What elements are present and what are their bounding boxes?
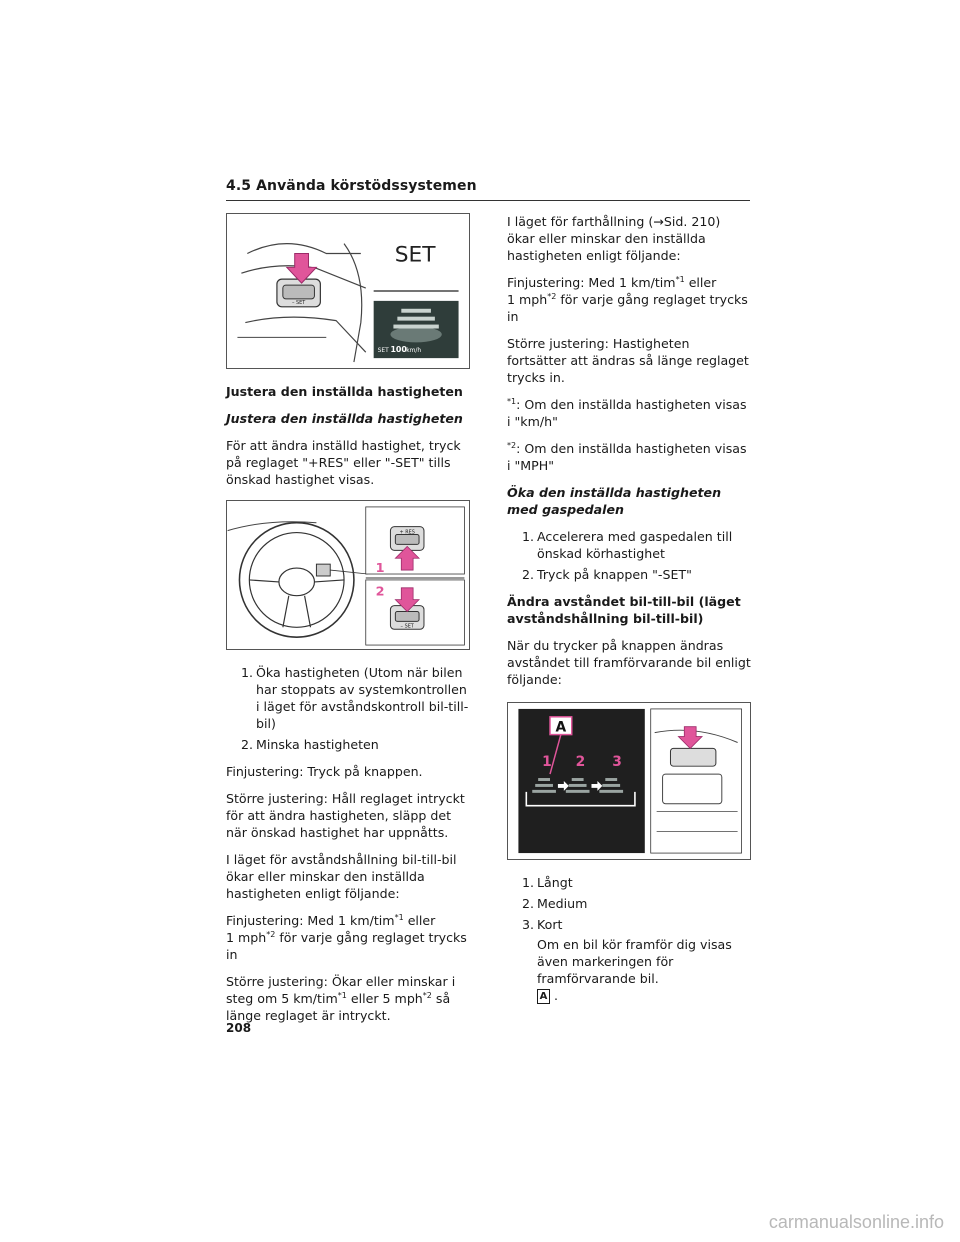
watermark: carmanualsonline.info bbox=[768, 1212, 944, 1232]
switch-set-label: – SET bbox=[292, 299, 306, 306]
left-column bbox=[226, 213, 470, 1034]
callout-2: 2 bbox=[375, 584, 385, 600]
fine-adjust-paragraph: Finjustering: Tryck på knappen. bbox=[226, 764, 423, 779]
list-item: 2. Minska hastigheten bbox=[240, 737, 379, 752]
figure-distance-display bbox=[507, 702, 751, 860]
res-label: + RES bbox=[399, 529, 415, 536]
page-header bbox=[226, 178, 750, 201]
list-item: 3. Kort Om en bil kör framför dig visas även markeringen för framförvarande bil. A . bbox=[507, 916, 751, 1004]
section-title: 4.5 Använda körstödssystemen bbox=[226, 178, 477, 194]
figure-steering-switches bbox=[226, 500, 470, 650]
distance-fine-paragraph: Finjustering: Med 1 km/tim$^{*1}$ eller 1 mph$^{*2}$ för varje gång reglaget trycks in bbox=[226, 912, 467, 962]
intro-paragraph: För att ändra inställd hastighet, tryck på reglaget "+RES" eller "-SET" tills önskad hastighet visas. bbox=[226, 438, 461, 487]
label-a: A bbox=[555, 719, 567, 736]
cruise-coarse-paragraph: Större justering: Hastigheten fortsätter att ändras så länge reglaget trycks in. bbox=[507, 336, 749, 385]
speed-value: 100 bbox=[390, 345, 407, 355]
callout-1: 1 bbox=[375, 561, 385, 577]
list-item: 2. Tryck på knappen "-SET" bbox=[521, 567, 692, 582]
speed-change-list bbox=[226, 664, 470, 753]
set-label: – SET bbox=[400, 623, 414, 630]
accelerator-list bbox=[507, 528, 751, 583]
header-rule bbox=[226, 200, 750, 201]
boxed-a-marker: A bbox=[537, 989, 550, 1004]
cruise-fine-paragraph: Finjustering: Med 1 km/tim$^{*1}$ eller 1 mph$^{*2}$ för varje gång reglaget trycks in bbox=[507, 274, 748, 324]
distance-callout-3: 3 bbox=[612, 754, 622, 771]
list-item: 1. Accelerera med gaspedalen till önskad körhastighet bbox=[521, 529, 733, 561]
set-switch-illustration bbox=[227, 214, 469, 368]
distance-mode-paragraph: I läget för avståndshållning bil-till-bil ökar eller minskar den inställda hastigheten enligt följande: bbox=[226, 852, 457, 901]
right-column bbox=[507, 213, 751, 1014]
distance-display-illustration bbox=[508, 703, 750, 859]
preceding-vehicle-note: Om en bil kör framför dig visas även markeringen för framförvarande bil. A . bbox=[537, 937, 732, 1003]
page-number: 208 bbox=[226, 1021, 252, 1035]
distance-callout-1: 1 bbox=[542, 754, 552, 771]
footnote-2: $^{*2}$: Om den inställda hastigheten visas i "MPH" bbox=[507, 440, 747, 473]
distance-paragraph: När du trycker på knappen ändras avståndet till framförvarande bil enligt följande: bbox=[507, 638, 751, 687]
cruise-mode-paragraph: I läget för farthållning (→Sid. 210) ökar eller minskar den inställda hastigheten enligt följande: bbox=[507, 214, 721, 263]
heading-distance: Ändra avståndet bil-till-bil (läget avståndshållning bil-till-bil) bbox=[507, 594, 741, 626]
coarse-adjust-paragraph: Större justering: Håll reglaget intryckt för att ändra hastigheten, släpp det när önskad hastighet har uppnåtts. bbox=[226, 791, 465, 840]
display-set-text: SET bbox=[394, 242, 436, 268]
speed-prefix: SET bbox=[377, 348, 389, 355]
distance-list bbox=[507, 874, 751, 1004]
list-item: 1. Långt bbox=[521, 875, 573, 890]
heading-accelerator: Öka den inställda hastigheten med gaspedalen bbox=[507, 485, 722, 517]
heading-adjust-speed: Justera den inställda hastigheten bbox=[226, 384, 463, 399]
speed-unit: km/h bbox=[406, 348, 422, 355]
subheading-adjust-speed: Justera den inställda hastigheten bbox=[226, 411, 463, 426]
steering-wheel-illustration bbox=[227, 501, 469, 649]
distance-callout-2: 2 bbox=[575, 754, 586, 771]
footnote-1: $^{*1}$: Om den inställda hastigheten visas i "km/h" bbox=[507, 396, 747, 429]
list-item: 2. Medium bbox=[521, 896, 588, 911]
list-item: 1. Öka hastigheten (Utom när bilen har stoppats av systemkontrollen i läget för avståndskontroll bil-till-bil) bbox=[240, 665, 469, 731]
distance-coarse-paragraph: Större justering: Ökar eller minskar i steg om 5 km/tim$^{*1}$ eller 5 mph$^{*2}$ så länge reglaget är intryckt. bbox=[226, 974, 456, 1023]
figure-set-switch bbox=[226, 213, 470, 369]
